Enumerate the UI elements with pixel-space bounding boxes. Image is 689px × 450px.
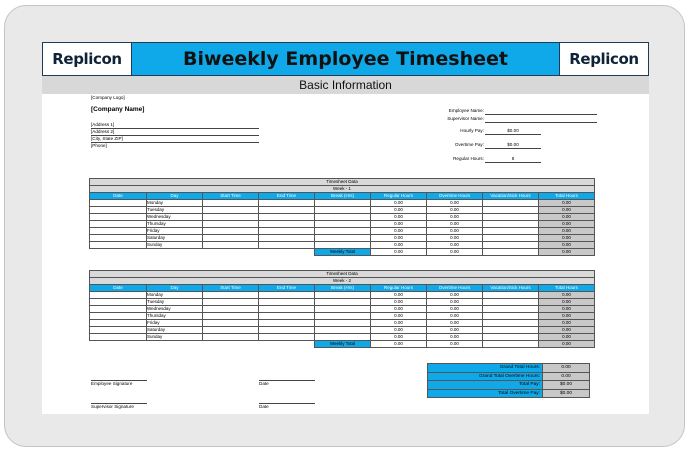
break-cell[interactable] [315,306,371,313]
table-row [90,299,595,306]
table-row [90,306,595,313]
break-cell[interactable] [315,327,371,334]
break-cell[interactable] [315,200,371,207]
column-header: Date [90,193,147,200]
weekly-total-row [90,249,595,256]
grand-total-overtime-label: Grand Total Overtime Hours: [428,372,543,381]
break-cell[interactable] [315,242,371,249]
weekly-total-vacation [483,249,539,256]
supervisor-signature-label: Supervisor Signature [91,404,134,409]
address1-underline [91,128,259,129]
break-cell[interactable] [315,292,371,299]
start-time-cell[interactable] [203,334,259,341]
day-cell: Thursday [147,313,203,320]
address1-field[interactable]: [Address 1] [91,122,115,127]
regular-hours-cell: 0.00 [371,292,427,299]
end-time-cell[interactable] [259,221,315,228]
column-header: Vacation/Sick Hours [483,285,539,292]
city-underline [91,142,259,143]
hourly-pay-value[interactable]: $0.00 [507,128,519,133]
table-row [90,320,595,327]
break-cell[interactable] [315,299,371,306]
date-cell[interactable] [90,228,147,235]
regular-hours-cell: 0.00 [371,327,427,334]
vacation-sick-cell[interactable] [483,214,539,221]
start-time-cell[interactable] [203,299,259,306]
day-cell: Monday [147,200,203,207]
column-header: Start Time [203,285,259,292]
start-time-cell[interactable] [203,313,259,320]
total-hours-cell: 0.00 [539,306,595,313]
column-header: Date [90,285,147,292]
regular-hours-underline [485,162,541,163]
end-time-cell[interactable] [259,235,315,242]
grand-total-overtime-value: 0.00 [543,372,590,381]
regular-hours-cell: 0.00 [371,320,427,327]
week-2-table [89,270,595,348]
regular-hours-cell: 0.00 [371,299,427,306]
date-cell[interactable] [90,200,147,207]
address2-field[interactable]: [Address 2] [91,129,115,134]
replicon-logo-left: Replicon [43,43,132,75]
vacation-sick-cell[interactable] [483,221,539,228]
total-hours-cell: 0.00 [539,313,595,320]
column-header: Regular Hours [371,285,427,292]
grand-total-row [428,364,590,373]
start-time-cell[interactable] [203,242,259,249]
overtime-hours-cell: 0.00 [427,235,483,242]
overtime-pay-value[interactable]: $0.00 [507,142,519,147]
day-cell: Friday [147,320,203,327]
overtime-pay-underline [485,148,541,149]
header-bar [42,42,649,76]
vacation-sick-cell[interactable] [483,299,539,306]
regular-hours-cell: 0.00 [371,242,427,249]
date-cell[interactable] [90,334,147,341]
total-overtime-pay-label: Total Overtime Pay: [428,389,543,398]
start-time-cell[interactable] [203,200,259,207]
week-1-label: Week - 1 [90,186,595,193]
start-time-cell[interactable] [203,228,259,235]
weekly-total-hours: 0.00 [539,341,595,348]
overtime-hours-cell: 0.00 [427,299,483,306]
total-pay-label: Total Pay: [428,381,543,390]
end-time-cell[interactable] [259,214,315,221]
day-cell: Tuesday [147,207,203,214]
weekly-total-label: Weekly Total [315,341,371,348]
employee-signature-label: Employee Signature [91,381,133,386]
regular-hours-cell: 0.00 [371,200,427,207]
date-cell[interactable] [90,214,147,221]
day-cell: Thursday [147,221,203,228]
column-header: Overtime Hours [427,193,483,200]
grand-total-row [428,372,590,381]
start-time-cell[interactable] [203,214,259,221]
day-cell: Saturday [147,327,203,334]
overtime-hours-cell: 0.00 [427,200,483,207]
supervisor-name-field[interactable] [485,122,597,123]
regular-hours-cell: 0.00 [371,313,427,320]
day-cell: Wednesday [147,214,203,221]
overtime-hours-cell: 0.00 [427,214,483,221]
total-hours-cell: 0.00 [539,207,595,214]
regular-hours-cell: 0.00 [371,334,427,341]
table-row [90,221,595,228]
overtime-hours-cell: 0.00 [427,334,483,341]
start-time-cell[interactable] [203,292,259,299]
week-2-label: Week - 2 [90,278,595,285]
end-time-cell[interactable] [259,334,315,341]
column-header: Vacation/Sick Hours [483,193,539,200]
break-cell[interactable] [315,334,371,341]
table-row [90,228,595,235]
end-time-cell[interactable] [259,292,315,299]
regular-hours-cell: 0.00 [371,221,427,228]
column-header: Break (Hrs) [315,285,371,292]
date-cell[interactable] [90,299,147,306]
column-header: Break (Hrs) [315,193,371,200]
start-time-cell[interactable] [203,327,259,334]
page-title: Biweekly Employee Timesheet [132,43,559,75]
total-hours-cell: 0.00 [539,214,595,221]
week-2-heading: Timesheet Data [90,271,595,278]
company-logo-placeholder: [Company Logo] [91,95,125,100]
break-cell[interactable] [315,214,371,221]
grand-total-row [428,389,590,398]
date-cell[interactable] [90,235,147,242]
end-time-cell[interactable] [259,320,315,327]
column-header: End Time [259,193,315,200]
total-hours-cell: 0.00 [539,292,595,299]
column-header: Overtime Hours [427,285,483,292]
weekly-total-overtime: 0.00 [427,341,483,348]
column-header: Total Hours [539,193,595,200]
total-hours-cell: 0.00 [539,200,595,207]
column-header: Day [147,285,203,292]
table-row [90,235,595,242]
total-hours-cell: 0.00 [539,320,595,327]
grand-total-hours-label: Grand Total Hours: [428,364,543,373]
vacation-sick-cell[interactable] [483,235,539,242]
total-hours-cell: 0.00 [539,334,595,341]
end-time-cell[interactable] [259,313,315,320]
timesheet-document [42,42,649,414]
date-cell[interactable] [90,313,147,320]
day-cell: Tuesday [147,299,203,306]
overtime-hours-cell: 0.00 [427,320,483,327]
table-row [90,207,595,214]
vacation-sick-cell[interactable] [483,320,539,327]
weekly-total-hours: 0.00 [539,249,595,256]
start-time-cell[interactable] [203,306,259,313]
overtime-hours-cell: 0.00 [427,242,483,249]
end-time-cell[interactable] [259,306,315,313]
vacation-sick-cell[interactable] [483,313,539,320]
break-cell[interactable] [315,313,371,320]
table-row [90,334,595,341]
weekly-total-row [90,341,595,348]
grand-total-hours-value: 0.00 [543,364,590,373]
hourly-pay-underline [485,134,541,135]
regular-hours-cell: 0.00 [371,235,427,242]
grand-total-row [428,381,590,390]
day-cell: Wednesday [147,306,203,313]
total-hours-cell: 0.00 [539,235,595,242]
day-cell: Friday [147,228,203,235]
overtime-hours-cell: 0.00 [427,327,483,334]
overtime-hours-cell: 0.00 [427,228,483,235]
end-time-cell[interactable] [259,242,315,249]
start-time-cell[interactable] [203,221,259,228]
column-header: Start Time [203,193,259,200]
week-1-heading: Timesheet Data [90,179,595,186]
end-time-cell[interactable] [259,299,315,306]
end-time-cell[interactable] [259,327,315,334]
day-cell: Sunday [147,334,203,341]
end-time-cell[interactable] [259,228,315,235]
table-row [90,292,595,299]
column-header: Regular Hours [371,193,427,200]
table-row [90,327,595,334]
end-time-cell[interactable] [259,200,315,207]
break-cell[interactable] [315,207,371,214]
week-1-table [89,178,595,256]
regular-hours-cell: 0.00 [371,228,427,235]
vacation-sick-cell[interactable] [483,306,539,313]
break-cell[interactable] [315,320,371,327]
company-name[interactable]: [Company Name] [91,106,145,113]
week-2-column-headers [90,285,595,292]
date-cell[interactable] [90,242,147,249]
start-time-cell[interactable] [203,207,259,214]
overtime-hours-cell: 0.00 [427,207,483,214]
date-cell[interactable] [90,320,147,327]
employee-name-label: Employee Name: [448,108,484,113]
grand-totals-table [427,363,590,398]
column-header: Total Hours [539,285,595,292]
end-time-cell[interactable] [259,207,315,214]
regular-hours-cell: 0.00 [371,306,427,313]
weekly-total-vacation [483,341,539,348]
day-cell: Monday [147,292,203,299]
vacation-sick-cell[interactable] [483,200,539,207]
total-hours-cell: 0.00 [539,221,595,228]
phone-field[interactable]: [Phone] [91,143,107,148]
vacation-sick-cell[interactable] [483,207,539,214]
break-cell[interactable] [315,221,371,228]
weekly-total-regular: 0.00 [371,341,427,348]
table-row [90,214,595,221]
city-state-zip-field[interactable]: [City, State ZIP] [91,136,123,141]
supervisor-name-label: Supervisor Name: [447,116,484,121]
overtime-pay-label: Overtime Pay: [454,142,484,147]
date-cell[interactable] [90,306,147,313]
date-cell[interactable] [90,221,147,228]
regular-hours-cell: 0.00 [371,214,427,221]
total-hours-cell: 0.00 [539,242,595,249]
column-header: Day [147,193,203,200]
weekly-total-regular: 0.00 [371,249,427,256]
vacation-sick-cell[interactable] [483,228,539,235]
week-1-column-headers [90,193,595,200]
supervisor-date-label: Date [259,404,269,409]
table-row [90,200,595,207]
weekly-total-overtime: 0.00 [427,249,483,256]
total-hours-cell: 0.00 [539,228,595,235]
replicon-logo-right: Replicon [559,43,648,75]
overtime-hours-cell: 0.00 [427,221,483,228]
regular-hours-value[interactable]: 8 [511,156,515,161]
table-row [90,313,595,320]
section-basic-information: Basic Information [42,76,649,94]
start-time-cell[interactable] [203,235,259,242]
date-cell[interactable] [90,207,147,214]
hourly-pay-label: Hourly Pay: [460,128,484,133]
vacation-sick-cell[interactable] [483,334,539,341]
overtime-hours-cell: 0.00 [427,306,483,313]
vacation-sick-cell[interactable] [483,292,539,299]
employee-name-field[interactable] [485,114,597,115]
break-cell[interactable] [315,235,371,242]
employee-date-label: Date [259,381,269,386]
total-pay-value: $0.00 [543,381,590,390]
total-hours-cell: 0.00 [539,327,595,334]
start-time-cell[interactable] [203,320,259,327]
date-cell[interactable] [90,327,147,334]
total-hours-cell: 0.00 [539,299,595,306]
column-header: End Time [259,285,315,292]
vacation-sick-cell[interactable] [483,327,539,334]
total-overtime-pay-value: $0.00 [543,389,590,398]
vacation-sick-cell[interactable] [483,242,539,249]
break-cell[interactable] [315,228,371,235]
overtime-hours-cell: 0.00 [427,313,483,320]
day-cell: Sunday [147,242,203,249]
date-cell[interactable] [90,292,147,299]
regular-hours-cell: 0.00 [371,207,427,214]
regular-hours-label: Regular Hours: [453,156,484,161]
table-row [90,242,595,249]
weekly-total-label: Weekly Total [315,249,371,256]
day-cell: Saturday [147,235,203,242]
overtime-hours-cell: 0.00 [427,292,483,299]
